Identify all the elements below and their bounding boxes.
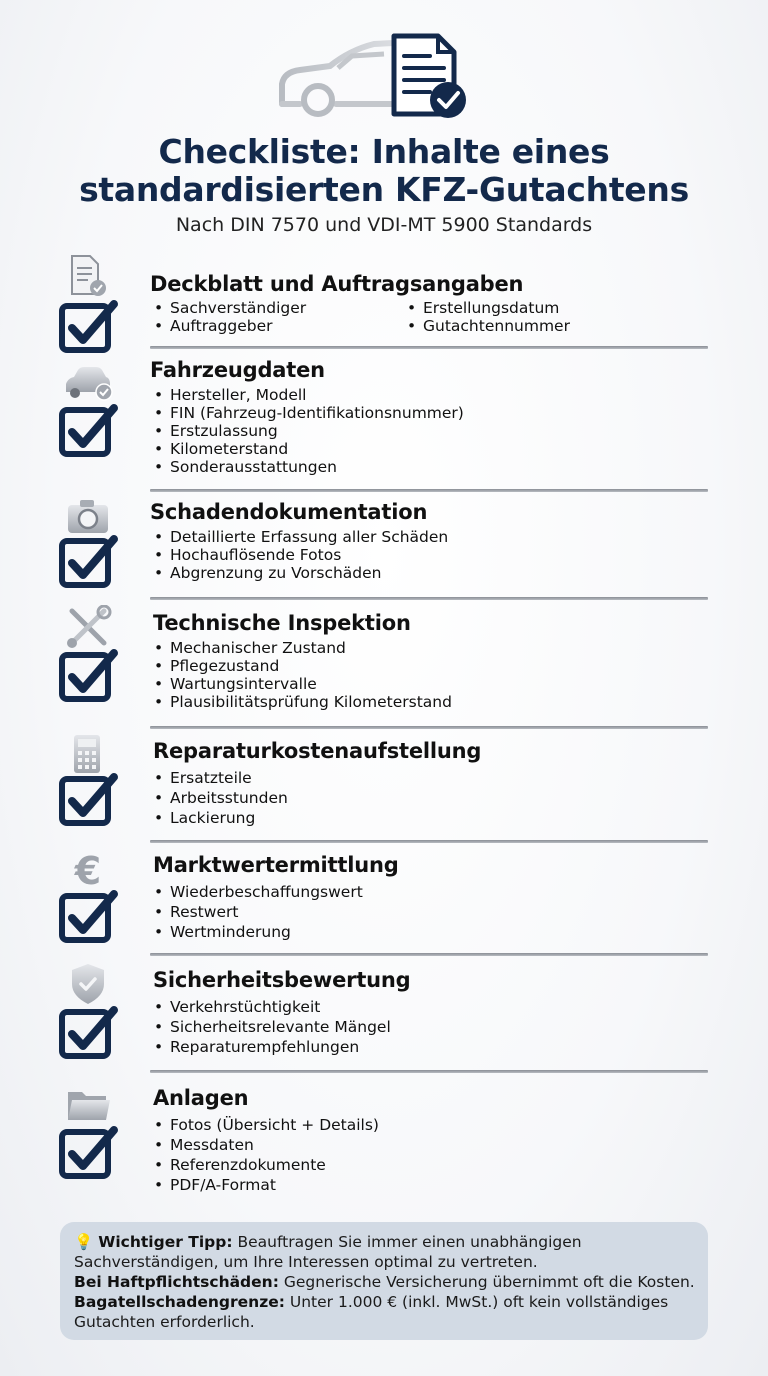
list-item: • Wiederbeschaffungswert: [150, 882, 363, 902]
tip-text: Beauftragen Sie immer einen unabhängigen: [232, 1233, 582, 1251]
divider: [150, 840, 708, 843]
divider: [150, 953, 708, 956]
svg-text:€: €: [74, 849, 102, 892]
list-item: • FIN (Fahrzeug-Identifikationsnummer): [150, 404, 464, 422]
shield-check-icon: [62, 962, 114, 1006]
item-list: [150, 386, 464, 476]
checkbox-checked-icon[interactable]: [58, 886, 122, 944]
list-item: • Kilometerstand: [150, 440, 464, 458]
item-list: [150, 528, 448, 582]
tip-line-2: Sachverständigen, um Ihre Interessen optimal zu vertreten.: [74, 1253, 538, 1271]
list-item: • Restwert: [150, 902, 363, 922]
list-item: • Wartungsintervalle: [150, 675, 452, 693]
list-item: • Sachverständiger: [150, 299, 403, 317]
hero-illustration: [0, 0, 768, 130]
tip-line-4: [74, 1292, 704, 1312]
checkbox-checked-icon[interactable]: [58, 769, 122, 827]
item-list: [150, 882, 363, 942]
item-list-right: [403, 299, 656, 335]
document-check-icon: [394, 36, 466, 118]
tip-label: Bei Haftpflichtschäden:: [74, 1273, 279, 1291]
checkbox-checked-icon[interactable]: [58, 645, 122, 703]
section-title: Deckblatt und Auftragsangaben: [150, 272, 524, 296]
list-item: • Arbeitsstunden: [150, 788, 288, 808]
tip-line-5: Gutachten erforderlich.: [74, 1313, 255, 1331]
list-item: • Wertminderung: [150, 922, 363, 942]
list-item: • Mechanischer Zustand: [150, 639, 452, 657]
list-item: • Detaillierte Erfassung aller Schäden: [150, 528, 448, 546]
divider: [150, 597, 708, 600]
section-title: Marktwertermittlung: [153, 853, 399, 877]
list-item: • Referenzdokumente: [150, 1155, 379, 1175]
checkbox-checked-icon[interactable]: [58, 1122, 122, 1180]
section-title: Reparaturkostenaufstellung: [153, 739, 482, 763]
divider: [150, 1070, 708, 1073]
section-title: Technische Inspektion: [153, 611, 411, 635]
list-item: • Erstellungsdatum: [403, 299, 656, 317]
list-item: • Reparaturempfehlungen: [150, 1037, 391, 1057]
list-item: • Sonderausstattungen: [150, 458, 464, 476]
tip-text: Unter 1.000 € (inkl. MwSt.) oft kein vollständiges: [284, 1293, 669, 1311]
divider: [150, 346, 708, 349]
item-list: [150, 997, 391, 1057]
section-title: Schadendokumentation: [150, 500, 428, 524]
list-item: • Gutachtennummer: [403, 317, 656, 335]
item-list: [150, 639, 452, 711]
tip-line-3: [74, 1272, 704, 1292]
tip-line-1: [74, 1232, 704, 1252]
tip-label: Bagatellschadengrenze:: [74, 1293, 285, 1311]
tools-icon: [62, 605, 114, 649]
folder-icon: [62, 1082, 114, 1126]
item-list: [150, 1115, 379, 1195]
list-item: • Sicherheitsrelevante Mängel: [150, 1017, 391, 1037]
section-title: Sicherheitsbewertung: [153, 968, 411, 992]
list-item: • Verkehrstüchtigkeit: [150, 997, 391, 1017]
tip-label: Wichtiger Tipp:: [98, 1233, 233, 1251]
list-item: • Messdaten: [150, 1135, 379, 1155]
list-item: • Fotos (Übersicht + Details): [150, 1115, 379, 1135]
page-title: Checkliste: Inhalte eines standardisierten KFZ-Gutachtens: [79, 132, 689, 209]
list-item: • Ersatzteile: [150, 768, 288, 788]
list-item: • Abgrenzung zu Vorschäden: [150, 564, 448, 582]
list-item: • Lackierung: [150, 808, 288, 828]
checkbox-checked-icon[interactable]: [58, 296, 122, 354]
checkbox-checked-icon[interactable]: [58, 1002, 122, 1060]
list-item: • Erstzulassung: [150, 422, 464, 440]
tip-text: Gegnerische Versicherung übernimmt oft die Kosten.: [278, 1273, 695, 1291]
section-title: Fahrzeugdaten: [150, 358, 325, 382]
checkbox-checked-icon[interactable]: [58, 400, 122, 458]
list-item: • PDF/A-Format: [150, 1175, 379, 1195]
checkbox-checked-icon[interactable]: [58, 531, 122, 589]
item-list: [150, 768, 288, 828]
list-item: • Hochauflösende Fotos: [150, 546, 448, 564]
section-title: Anlagen: [153, 1086, 249, 1110]
item-list-left: [150, 299, 403, 335]
section-items: [150, 299, 656, 335]
lightbulb-icon: 💡: [74, 1233, 94, 1251]
page-subtitle: Nach DIN 7570 und VDI-MT 5900 Standards: [175, 214, 593, 236]
divider: [150, 489, 708, 492]
list-item: • Plausibilitätsprüfung Kilometerstand: [150, 693, 452, 711]
document-icon: [62, 254, 114, 298]
divider: [150, 726, 708, 729]
tip-box: [60, 1222, 708, 1340]
list-item: • Auftraggeber: [150, 317, 403, 335]
list-item: • Pflegezustand: [150, 657, 452, 675]
list-item: • Hersteller, Modell: [150, 386, 464, 404]
